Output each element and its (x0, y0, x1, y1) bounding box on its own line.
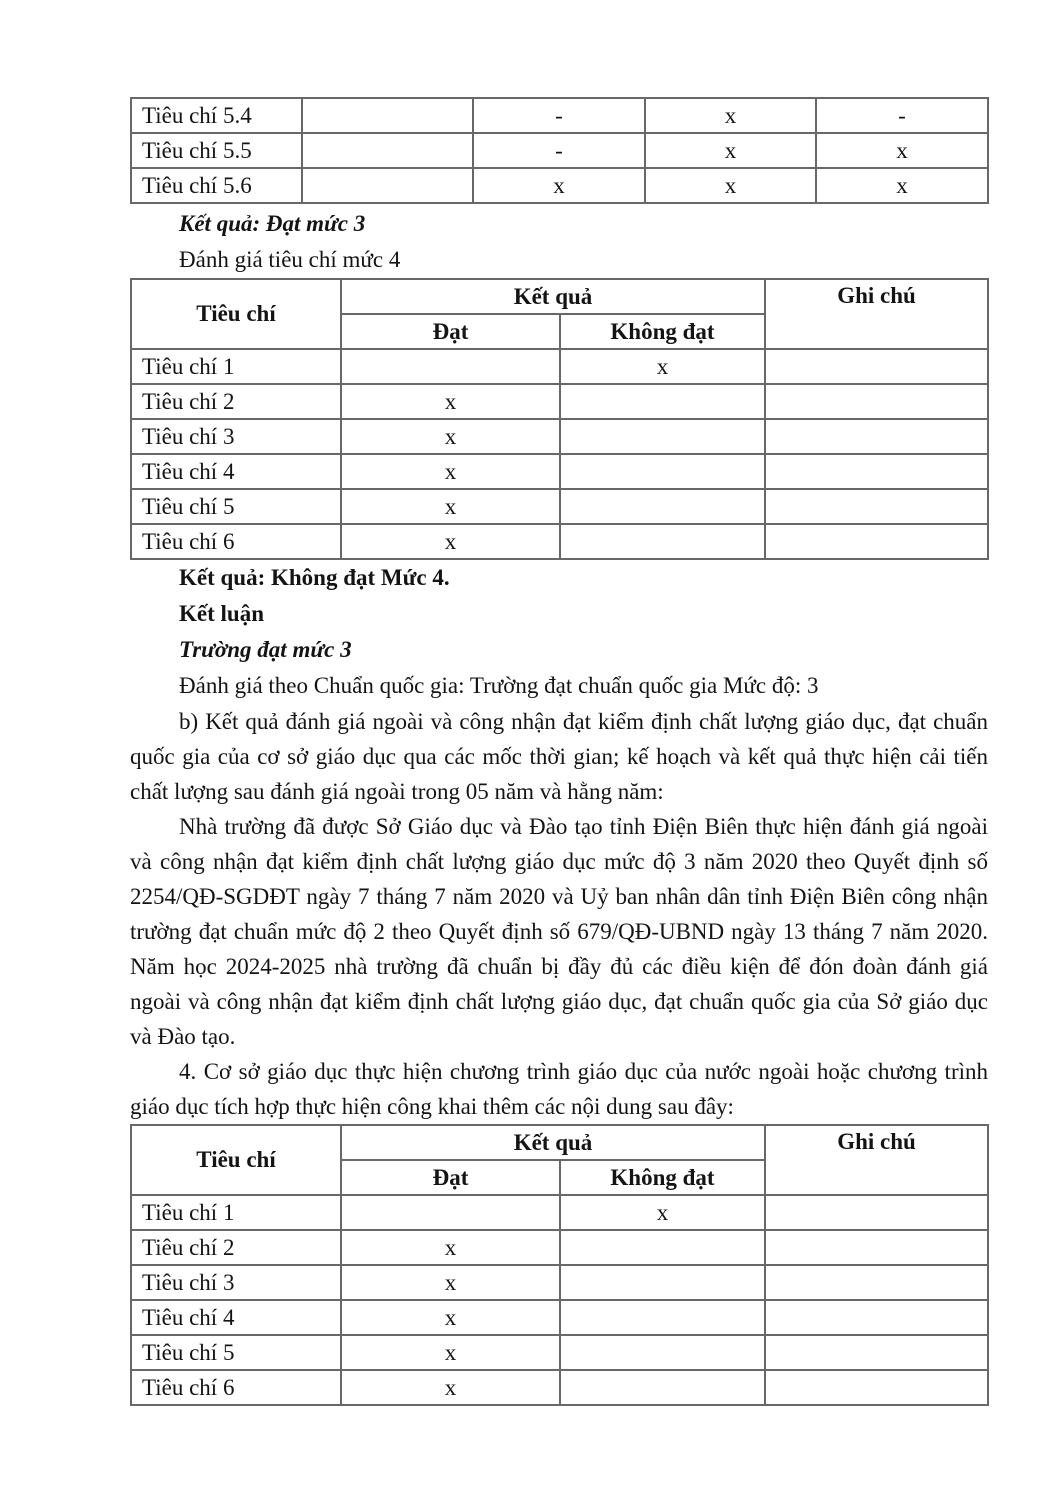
pass-mark-cell: x (341, 1300, 560, 1335)
note-cell (765, 1265, 988, 1300)
table-row (131, 349, 988, 384)
table-row (131, 524, 988, 559)
result-column-header: Kết quả (341, 1125, 765, 1160)
note-cell (765, 489, 988, 524)
note-cell (765, 1335, 988, 1370)
criteria-label-cell: Tiêu chí 3 (131, 419, 341, 454)
pass-mark-cell: x (341, 1370, 560, 1405)
pass-mark-cell (341, 1195, 560, 1230)
table-row (131, 1335, 988, 1370)
note-cell (765, 384, 988, 419)
criteria-label-cell: Tiêu chí 2 (131, 384, 341, 419)
criteria-label-cell: Tiêu chí 5 (131, 1335, 341, 1370)
note-cell (765, 1230, 988, 1265)
note-cell (765, 1370, 988, 1405)
table-header-row (131, 279, 988, 314)
note-cell (765, 1195, 988, 1230)
result-level3-line: Kết quả: Đạt mức 3 (179, 211, 366, 236)
fail-mark-cell (560, 1335, 765, 1370)
fail-mark-cell (560, 1265, 765, 1300)
mark-cell: - (473, 98, 645, 133)
criteria-label-cell: Tiêu chí 4 (131, 454, 341, 489)
criteria-label-cell: Tiêu chí 1 (131, 1195, 341, 1230)
note-cell (765, 524, 988, 559)
level3-criteria-table (130, 97, 989, 204)
fail-mark-cell (560, 1230, 765, 1265)
mark-cell: x (816, 168, 988, 203)
mark-cell: x (645, 98, 816, 133)
paragraph-school-history: Nhà trường đã được Sở Giáo dục và Đào tạo tỉnh Điện Biên thực hiện đánh giá ngoài và công nhận đạt kiểm định chất lượng giáo dục mức độ 3 năm 2020 theo Quyết định số 2254/QĐ-SGDĐT ngày 7 tháng 7 năm 2020 và Uỷ ban nhân dân tỉnh Điện Biên công nhận trường đạt chuẩn mức độ 2 theo Quyết định số 679/QĐ-UBND ngày 13 tháng 7 năm 2020. Năm học 2024-2025 nhà trường đã chuẩn bị đầy đủ các điều kiện để đón đoàn đánh giá ngoài và công nhận đạt kiểm định chất lượng giáo dục, đạt chuẩn quốc gia của Sở giáo dục và Đào tạo. (130, 814, 988, 1049)
mark-cell (302, 98, 473, 133)
fail-mark-cell (560, 1370, 765, 1405)
criteria-column-header: Tiêu chí (131, 279, 341, 349)
criteria-label-cell: Tiêu chí 2 (131, 1230, 341, 1265)
table-row (131, 133, 988, 168)
mark-cell: x (473, 168, 645, 203)
page-content (130, 97, 988, 1406)
table-row (131, 1265, 988, 1300)
table-row (131, 168, 988, 203)
table-row (131, 98, 988, 133)
criteria-label-cell: Tiêu chí 1 (131, 349, 341, 384)
fail-column-header: Không đạt (560, 1160, 765, 1195)
table-row (131, 454, 988, 489)
pass-column-header: Đạt (341, 314, 560, 349)
result-level4-line: Kết quả: Không đạt Mức 4. (179, 565, 450, 590)
conclusion-heading: Kết luận (179, 601, 264, 626)
pass-mark-cell: x (341, 419, 560, 454)
table-row (131, 384, 988, 419)
fail-mark-cell: x (560, 1195, 765, 1230)
note-cell (765, 349, 988, 384)
mark-cell (302, 168, 473, 203)
criteria-label-cell: Tiêu chí 5.5 (131, 133, 302, 168)
table-row (131, 1370, 988, 1405)
table-row (131, 1230, 988, 1265)
note-column-header: Ghi chú (765, 279, 988, 349)
criteria-column-header: Tiêu chí (131, 1125, 341, 1195)
fail-mark-cell: x (560, 349, 765, 384)
criteria-label-cell: Tiêu chí 4 (131, 1300, 341, 1335)
note-cell (765, 419, 988, 454)
note-cell (765, 1300, 988, 1335)
pass-mark-cell: x (341, 384, 560, 419)
fail-mark-cell (560, 1300, 765, 1335)
fail-column-header: Không đạt (560, 314, 765, 349)
pass-mark-cell: x (341, 454, 560, 489)
note-column-header: Ghi chú (765, 1125, 988, 1195)
criteria-label-cell: Tiêu chí 6 (131, 1370, 341, 1405)
pass-mark-cell: x (341, 524, 560, 559)
mark-cell (302, 133, 473, 168)
level4-criteria-table (130, 278, 989, 560)
criteria-label-cell: Tiêu chí 3 (131, 1265, 341, 1300)
level4-heading: Đánh giá tiêu chí mức 4 (179, 247, 401, 272)
mark-cell: - (816, 98, 988, 133)
mark-cell: x (645, 133, 816, 168)
mark-cell: - (473, 133, 645, 168)
fail-mark-cell (560, 524, 765, 559)
paragraph-external-review: b) Kết quả đánh giá ngoài và công nhận đạt kiểm định chất lượng giáo dục, đạt chuẩn quốc gia của cơ sở giáo dục qua các mốc thời gian; kế hoạch và kết quả thực hiện cải tiến chất lượng sau đánh giá ngoài trong 05 năm và hằng năm: (130, 709, 988, 804)
criteria-label-cell: Tiêu chí 5.6 (131, 168, 302, 203)
fail-mark-cell (560, 384, 765, 419)
fail-mark-cell (560, 419, 765, 454)
fail-mark-cell (560, 454, 765, 489)
section4-criteria-table (130, 1124, 989, 1406)
pass-column-header: Đạt (341, 1160, 560, 1195)
pass-mark-cell: x (341, 1230, 560, 1265)
note-cell (765, 454, 988, 489)
pass-mark-cell: x (341, 489, 560, 524)
pass-mark-cell (341, 349, 560, 384)
table-row (131, 1195, 988, 1230)
table-header-row (131, 1125, 988, 1160)
pass-mark-cell: x (341, 1265, 560, 1300)
mark-cell: x (816, 133, 988, 168)
pass-mark-cell: x (341, 1335, 560, 1370)
table-row (131, 1300, 988, 1335)
criteria-label-cell: Tiêu chí 5.4 (131, 98, 302, 133)
fail-mark-cell (560, 489, 765, 524)
paragraph-section4-intro: 4. Cơ sở giáo dục thực hiện chương trình giáo dục của nước ngoài hoặc chương trình giáo dục tích hợp thực hiện công khai thêm các nội dung sau đây: (130, 1059, 988, 1119)
table-row (131, 419, 988, 454)
criteria-label-cell: Tiêu chí 6 (131, 524, 341, 559)
criteria-label-cell: Tiêu chí 5 (131, 489, 341, 524)
mark-cell: x (645, 168, 816, 203)
national-standard-line: Đánh giá theo Chuẩn quốc gia: Trường đạt chuẩn quốc gia Mức độ: 3 (179, 673, 819, 698)
table-row (131, 489, 988, 524)
result-column-header: Kết quả (341, 279, 765, 314)
conclusion-school-level: Trường đạt mức 3 (179, 637, 352, 662)
